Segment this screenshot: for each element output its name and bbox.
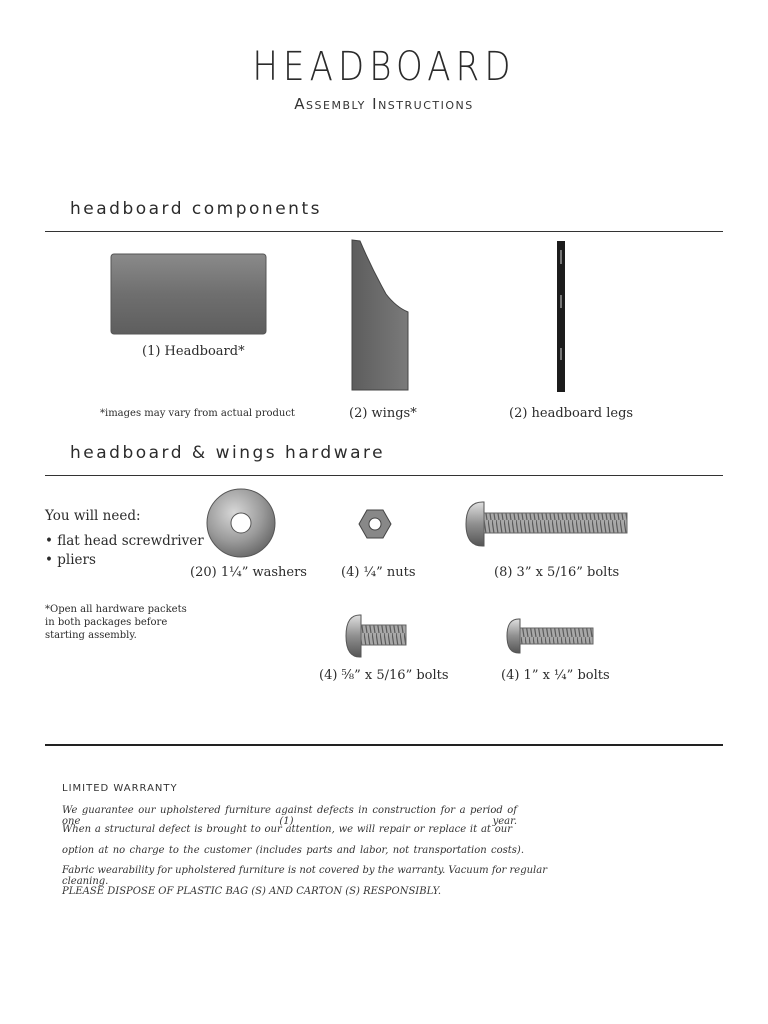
washers-caption: (20) 1¼” washers — [190, 565, 307, 580]
hex-nut-image — [358, 509, 392, 539]
dispose-notice: PLEASE DISPOSE OF PLASTIC BAG (S) AND CARTON (S) RESPONSIBLY. — [62, 886, 442, 897]
warranty-divider — [45, 744, 723, 746]
components-divider — [45, 231, 723, 232]
headboard-leg-image — [554, 240, 568, 393]
short-bolts-caption: (4) ⅝” x 5/16” bolts — [319, 668, 449, 683]
components-heading: headboard components — [70, 199, 322, 219]
medium-bolt-image — [505, 617, 595, 655]
short-bolt-image — [344, 613, 408, 659]
legs-caption: (2) headboard legs — [509, 406, 634, 421]
warranty-line-3: option at no charge to the customer (includes parts and labor, not transportation costs). — [62, 845, 524, 856]
you-will-need-label: You will need: — [45, 508, 141, 524]
image-variance-note: *images may vary from actual product — [100, 408, 295, 419]
wings-caption: (2) wings* — [349, 406, 417, 421]
page-title: HEADBOARD — [252, 44, 516, 90]
warranty-line-4: Fabric wearability for upholstered furniture is not covered by the warranty. Vacuum for regular cleaning. — [62, 865, 547, 887]
hardware-note-line-1: *Open all hardware packets — [45, 604, 187, 615]
hardware-note-line-3: starting assembly. — [45, 630, 137, 641]
nuts-caption: (4) ¼” nuts — [341, 565, 416, 580]
washer-image — [205, 487, 277, 559]
headboard-caption: (1) Headboard* — [142, 344, 245, 359]
warranty-line-2: When a structural defect is brought to our attention, we will repair or replace it at our — [62, 824, 512, 835]
long-bolt-image — [464, 500, 630, 548]
medium-bolts-caption: (4) 1” x ¼” bolts — [501, 668, 610, 683]
wing-panel-image — [350, 239, 410, 392]
warranty-line-1: We guarantee our upholstered furniture against defects in construction for a period of one (1) year. — [62, 805, 517, 827]
tool-screwdriver: • flat head screwdriver — [45, 533, 204, 549]
tool-pliers: • pliers — [45, 552, 96, 568]
headboard-panel-image — [110, 253, 267, 335]
long-bolts-caption: (8) 3” x 5/16” bolts — [494, 565, 620, 580]
warranty-heading: LIMITED WARRANTY — [62, 783, 178, 794]
page-subtitle: Assembly Instructions — [294, 95, 474, 113]
hardware-note-line-2: in both packages before — [45, 617, 168, 628]
hardware-heading: headboard & wings hardware — [70, 443, 386, 463]
hardware-divider — [45, 475, 723, 476]
